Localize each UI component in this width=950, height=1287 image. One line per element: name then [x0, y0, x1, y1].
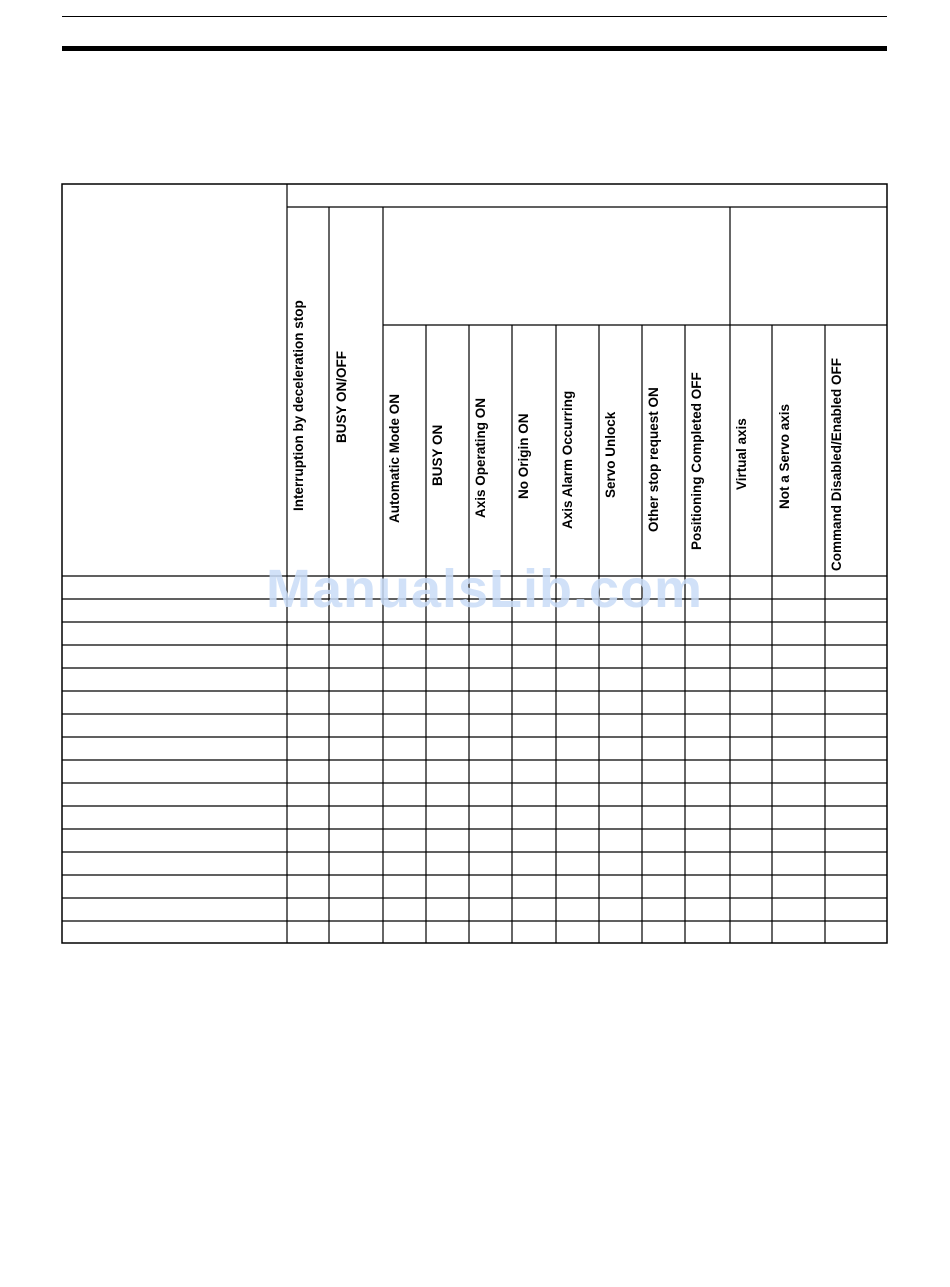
watermark: ManualsLib.com [266, 559, 704, 619]
column-header-no-origin-on: No Origin ON [516, 413, 531, 499]
column-header-command-disabled-enabled-off: Command Disabled/Enabled OFF [829, 357, 844, 571]
column-header-positioning-completed-off: Positioning Completed OFF [689, 372, 704, 550]
column-header-other-stop-request-on: Other stop request ON [646, 387, 661, 532]
column-header-not-a-servo-axis: Not a Servo axis [777, 403, 792, 509]
column-header-interruption-by-deceleration-stop: Interruption by deceleration stop [291, 300, 306, 511]
column-header-busy-on: BUSY ON [430, 424, 445, 486]
column-header-virtual-axis: Virtual axis [734, 418, 749, 490]
column-header-automatic-mode-on: Automatic Mode ON [387, 393, 402, 523]
column-header-servo-unlock: Servo Unlock [603, 411, 618, 498]
column-header-axis-operating-on: Axis Operating ON [473, 397, 488, 518]
column-header-busy-on-off: BUSY ON/OFF [334, 350, 349, 443]
column-header-axis-alarm-occurring: Axis Alarm Occurring [560, 390, 575, 529]
